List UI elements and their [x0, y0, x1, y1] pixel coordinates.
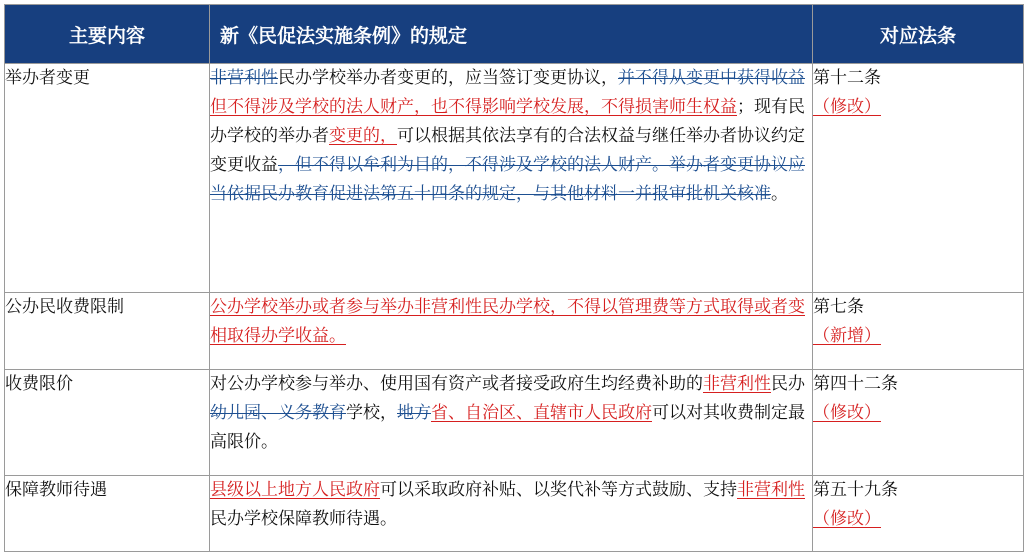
row-article	[813, 293, 1024, 370]
deleted-text: 非营利性	[210, 68, 278, 88]
table-row	[5, 293, 1024, 370]
table-row	[5, 370, 1024, 476]
rule-text: 对公办学校参与举办、使用国有资产或者接受政府生均经费补助的	[210, 374, 703, 394]
row-article	[813, 64, 1024, 293]
row-topic: 举办者变更	[5, 64, 210, 293]
article-change-note: （修改）	[813, 509, 881, 529]
rule-text: 民办	[771, 374, 805, 394]
inserted-text: 公办学校举办或者参与举办非营利性民办学校，不得以管理费等方式取得或者变相取得办学收益。	[210, 297, 805, 346]
article-number: 第四十二条	[813, 374, 898, 394]
table-row	[5, 64, 1024, 293]
rule-text: 可以采取政府补贴、以奖代补等方式鼓励、支持	[380, 480, 737, 500]
inserted-text: 非营利性	[703, 374, 771, 394]
regulation-table	[4, 4, 1024, 552]
row-topic: 保障教师待遇	[5, 476, 210, 552]
row-rule-text	[210, 64, 813, 293]
deleted-text: 并不得从变更中获得收益	[618, 68, 805, 88]
article-number: 第十二条	[813, 68, 881, 88]
row-article	[813, 370, 1024, 476]
article-change-note: （修改）	[813, 97, 881, 117]
header-new-regulation: 新《民促法实施条例》的规定	[210, 5, 813, 64]
inserted-text: 省、自治区、直辖市人民政府	[431, 403, 652, 423]
header-corresponding-article: 对应法条	[813, 5, 1024, 64]
row-rule-text	[210, 476, 813, 552]
table-row	[5, 476, 1024, 552]
article-change-note: （新增）	[813, 326, 881, 346]
article-number: 第五十九条	[813, 480, 898, 500]
row-topic: 公办民收费限制	[5, 293, 210, 370]
inserted-text: 县级以上地方人民政府	[210, 480, 380, 500]
rule-text: 可以根据其依法享有的合法权益与继任举办者协议约定变更收益	[210, 126, 805, 175]
inserted-text: 但不得涉及学校的法人财产，也不得影响学校发展，不得损害师生权益	[210, 97, 737, 117]
article-number: 第七条	[813, 297, 864, 317]
rule-text: 可以对其收费制定最高限价。	[210, 403, 805, 452]
inserted-text: 非营利性	[737, 480, 805, 500]
rule-text: 民办学校举办者变更的，应当签订变更协议，	[278, 68, 618, 88]
deleted-text: ，但不得以牟利为目的，不得涉及学校的法人财产。举办者变更协议应当依据民办教育促进法第五十四条的规定，与其他材料一并报审批机关核准	[210, 155, 805, 204]
inserted-text: 变更的，	[329, 126, 397, 146]
row-article	[813, 476, 1024, 552]
deleted-text: 幼儿园、义务教育	[210, 403, 346, 423]
row-rule-text	[210, 293, 813, 370]
table-header-row	[5, 5, 1024, 64]
row-rule-text	[210, 370, 813, 476]
row-topic: 收费限价	[5, 370, 210, 476]
rule-text: 学校，	[346, 403, 397, 423]
rule-text: 。	[771, 184, 788, 204]
rule-text: ；现有民办学校的举办者	[210, 97, 805, 146]
header-main-content: 主要内容	[5, 5, 210, 64]
rule-text: 民办学校保障教师待遇。	[210, 509, 397, 529]
article-change-note: （修改）	[813, 403, 881, 423]
deleted-text: 地方	[397, 403, 431, 423]
